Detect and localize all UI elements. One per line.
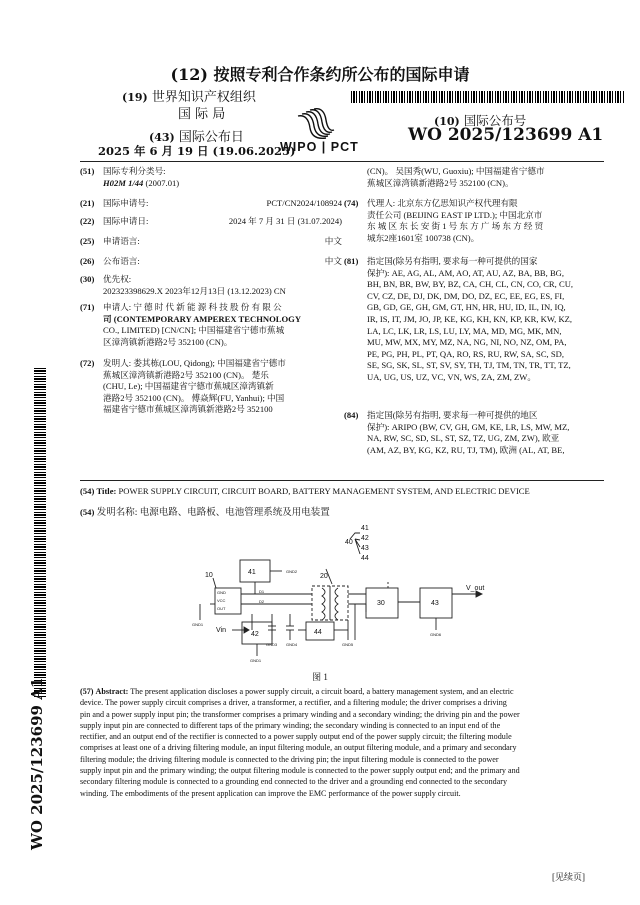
pubnum-label: 国际公布号 bbox=[463, 113, 527, 128]
label-41-bracket: 41 bbox=[361, 525, 369, 532]
field-label: 国际申请日: bbox=[103, 216, 149, 226]
states-line: (AM, AZ, BY, KG, KZ, RU, TJ, TM), 欧洲 (AL, AT, BE, bbox=[367, 444, 565, 455]
agent-block bbox=[367, 198, 543, 244]
abstract-line: supply input pin are connected to different taps of the primary winding; the secondary winding is connected to an input end of the bbox=[80, 720, 501, 730]
states-line: LA, LC, LK, LR, LS, LU, LY, MA, MD, MG, MK, MN, bbox=[367, 325, 562, 336]
states-line: IR, IS, IT, JM, JO, JP, KE, KG, KH, KN, KP, KR, KW, KZ, bbox=[367, 313, 573, 324]
states-line: SE, SG, SK, SL, ST, SV, SY, TH, TJ, TM, TN, TR, TT, TZ, bbox=[367, 360, 571, 371]
inventor-line: 发明人: 娄其栋(LOU, Qidong); 中国福建省宁德市 bbox=[103, 358, 286, 368]
abstract-line: filtering module; the driving filtering module is connected to the driving pin; the input filtering module is connected to the power bbox=[80, 754, 499, 764]
field-26 bbox=[80, 256, 342, 274]
field-22 bbox=[80, 216, 342, 236]
inventor-line: (CN)。 吴国秀(WU, Guoxiu); 中国福建省宁德市 bbox=[367, 166, 545, 176]
title-value: POWER SUPPLY CIRCUIT, CIRCUIT BOARD, BATTERY MANAGEMENT SYSTEM, AND ELECTRIC DEVICE bbox=[118, 486, 530, 496]
field-code: (26) bbox=[80, 256, 95, 266]
label-40: 40 bbox=[345, 539, 353, 546]
field-label: 优先权: bbox=[103, 274, 132, 284]
states-line: BH, BN, BR, BW, BY, BZ, CA, CH, CL, CN, CO, CR, CU, bbox=[367, 279, 574, 290]
leader-10 bbox=[213, 578, 216, 588]
field-code: (71) bbox=[80, 302, 95, 312]
field-label: 国际申请号: bbox=[103, 198, 149, 208]
label-20: 20 bbox=[320, 573, 328, 580]
inventor-continued bbox=[344, 166, 606, 198]
title-value: 电源电路、电路板、电池管理系统及用电装置 bbox=[139, 508, 330, 518]
states-line: 指定国(除另有指明, 要求每一种可提供的地区 bbox=[367, 410, 538, 420]
org-name: 世界知识产权组织 bbox=[151, 90, 256, 105]
gnd5-label: GND5 bbox=[342, 642, 354, 647]
label-42: 42 bbox=[251, 631, 259, 638]
label-10: 10 bbox=[205, 572, 213, 579]
field-21 bbox=[80, 198, 342, 216]
designated-states-national bbox=[367, 256, 573, 384]
field-label: 申请语言: bbox=[103, 236, 140, 246]
pubdate-value: 2025 年 6 月 19 日 (19.06.2025) bbox=[98, 144, 296, 158]
primary-winding bbox=[322, 588, 325, 620]
pubdate-label: 国际公布日 bbox=[178, 130, 244, 145]
applicant-line: 司 (CONTEMPORARY AMPEREX TECHNOLOGY bbox=[103, 313, 302, 324]
priority-data: 202323398629.X 2023年12月13日 (13.12.2023) CN bbox=[103, 286, 286, 296]
field-code: (21) bbox=[80, 198, 95, 208]
field-code: (81) bbox=[344, 256, 359, 266]
inventor-line: (CHU, Le); 中国福建省宁德市蕉城区漳湾镇新 bbox=[103, 381, 274, 392]
bureau: 国 际 局 bbox=[178, 107, 226, 122]
field-code: (74) bbox=[344, 198, 359, 208]
designated-states-regional bbox=[367, 410, 569, 456]
applicant-line: 申请人: 宁 德 时 代 新 能 源 科 技 股 份 有 限 公 bbox=[103, 302, 282, 312]
states-line: UA, UG, US, UZ, VC, VN, WS, ZA, ZM, ZW。 bbox=[367, 371, 537, 382]
label-vin: Vin bbox=[216, 627, 226, 634]
figure-caption: 图 1 bbox=[312, 672, 328, 682]
filing-language: 中文 bbox=[324, 236, 342, 246]
states-line: 指定国(除另有指明, 要求每一种可提供的国家 bbox=[367, 256, 538, 266]
field-code: (72) bbox=[80, 358, 95, 368]
title-chinese bbox=[80, 504, 330, 518]
inventor-block bbox=[103, 358, 343, 416]
document-title: (12) 按照专利合作条约所公布的国际申请 bbox=[170, 65, 470, 84]
applicant-line: 区漳湾镇新港路2号 352100 (CN)。 bbox=[103, 336, 233, 347]
application-number: PCT/CN2024/108924 bbox=[266, 198, 342, 208]
label-43: 43 bbox=[431, 600, 439, 607]
field-72 bbox=[80, 358, 342, 424]
inventor-line: 蕉城区漳湾镇新港路2号 352100 (CN)。 bbox=[367, 177, 514, 188]
label-44: 44 bbox=[314, 629, 322, 636]
inventor-line: 蕉城区漳湾镇新港路2号 352100 (CN)。 楚乐 bbox=[103, 369, 269, 380]
left-column bbox=[80, 166, 342, 424]
label-42-bracket: 42 bbox=[361, 535, 369, 542]
wipo-logo bbox=[280, 108, 366, 156]
abstract-line: supply input pin and the primary winding; the output filtering module is connected to the power supply output end; and the primary and bbox=[80, 766, 520, 776]
states-line: CV, CZ, DE, DJ, DK, DM, DO, DZ, EC, EE, EG, ES, FI, bbox=[367, 290, 565, 301]
gnd2-label: GND2 bbox=[286, 569, 298, 574]
abstract-line: comprises at least one of a driving filtering module, an input filtering module, an output filtering module, and a primary and secondary bbox=[80, 743, 517, 753]
abstract-line: rectifier, and an output end of the rectifier is connected to a power supply output end of the power supply circuit; the filtering module bbox=[80, 732, 512, 742]
field-74 bbox=[344, 198, 606, 256]
field-81 bbox=[344, 256, 606, 410]
right-column bbox=[344, 166, 606, 460]
header-rule bbox=[80, 161, 604, 162]
states-line: GB, GD, GE, GH, GM, GT, HN, HR, HU, ID, IL, IN, IQ, bbox=[367, 302, 566, 313]
gnd6-label: GND6 bbox=[430, 632, 442, 637]
field-84 bbox=[344, 410, 606, 460]
abstract-line: pin and a power supply input pin; the transformer comprises a primary winding and a secondary winding; the driving pin and the power bbox=[80, 709, 520, 719]
field-label: Abstract: bbox=[95, 687, 129, 696]
field-51 bbox=[80, 166, 342, 190]
label-44-bracket: 44 bbox=[361, 555, 369, 562]
states-line: 保护): AE, AG, AL, AM, AO, AT, AU, AZ, BA, BB, BG, bbox=[367, 267, 565, 278]
filing-date: 2024 年 7 月 31 日 (31.07.2024) bbox=[228, 216, 342, 226]
pubnum-code: (10) bbox=[434, 115, 460, 128]
states-line: 保护): ARIPO (BW, CV, GH, GM, KE, LR, LS, MW, MZ, bbox=[367, 421, 570, 432]
field-label: 国际专利分类号: bbox=[103, 166, 166, 176]
field-code: (25) bbox=[80, 236, 95, 246]
field-code: (51) bbox=[80, 166, 95, 176]
pin-d2: D2 bbox=[259, 599, 265, 604]
field-code: (54) bbox=[80, 507, 95, 517]
pubdate-code: (43) bbox=[149, 131, 175, 144]
gnd4-label: GND4 bbox=[286, 642, 298, 647]
circuit-diagram bbox=[180, 522, 500, 682]
ipc-code: H02M 1/44 bbox=[103, 178, 144, 188]
title-english bbox=[80, 486, 530, 496]
field-label: 发明名称: bbox=[96, 508, 138, 518]
gnd3-label: GND3 bbox=[266, 642, 278, 647]
label-vout: V_out bbox=[466, 585, 485, 592]
inventor-line: 福建省宁德市蕉城区漳湾镇新港路2号 352100 bbox=[103, 404, 273, 415]
agent-line: 城东2座1601室 100738 (CN)。 bbox=[367, 232, 480, 243]
wipo-logo-text: WIPO | PCT bbox=[280, 140, 359, 154]
agent-line: 责任公司 (BEIJING EAST IP LTD.); 中国北京市 bbox=[367, 209, 543, 220]
label-30: 30 bbox=[377, 600, 385, 607]
abstract-line: device. The power supply circuit comprises a driver, a transformer, a rectifier, and a filtering module; the driver comprises a driving bbox=[80, 698, 507, 708]
inventor-line: 港路2号 352100 (CN)。 傅焱辉(FU, Yanhui); 中国 bbox=[103, 392, 285, 403]
field-code: (30) bbox=[80, 274, 95, 284]
agent-line: 东 城 区 东 长 安 街 1 号 东 方 广 场 东 方 经 贸 bbox=[367, 221, 544, 232]
pin-vcc: VCC bbox=[217, 598, 226, 603]
abstract-line: The present application discloses a power supply circuit, a circuit board, a battery management system, and an electric bbox=[130, 687, 514, 696]
pin-out: OUT bbox=[217, 606, 226, 611]
gnd1-label: GND1 bbox=[192, 622, 204, 627]
abstract-line: winding. The embodiments of the present application can improve the EMC performance of the power supply circuit. bbox=[80, 788, 461, 798]
publication-language: 中文 bbox=[324, 256, 342, 266]
pin-gnd: GND bbox=[217, 590, 226, 595]
applicant-block bbox=[103, 302, 343, 348]
secondary-winding bbox=[335, 588, 338, 620]
title-rule bbox=[80, 480, 604, 481]
field-code: (57) bbox=[80, 687, 94, 696]
abstract-line: secondary filtering module is connected to a grounding end connected to the driver and a grounding end connected to the secondary bbox=[80, 777, 508, 787]
applicant-line: CO., LIMITED) [CN/CN]; 中国福建省宁德市蕉城 bbox=[103, 325, 285, 336]
pubnum-value: WO 2025/123699 A1 bbox=[408, 125, 604, 145]
gnd1b-label: GND1 bbox=[250, 658, 262, 663]
field-30 bbox=[80, 274, 342, 302]
abstract bbox=[80, 686, 604, 799]
label-41: 41 bbox=[248, 569, 256, 576]
side-barcode bbox=[34, 368, 46, 698]
label-43-bracket: 43 bbox=[361, 545, 369, 552]
field-code: (54) bbox=[80, 486, 95, 496]
field-code: (84) bbox=[344, 410, 359, 420]
states-line: NA, RW, SC, SD, SL, ST, SZ, TZ, UG, ZM, ZW), 欧亚 bbox=[367, 433, 560, 444]
field-label: Title: bbox=[96, 486, 117, 496]
states-line: PE, PG, PH, PL, PT, QA, RO, RS, RU, RW, SA, SC, SD, bbox=[367, 348, 564, 359]
ipc-date: (2007.01) bbox=[143, 178, 180, 188]
agent-line: 代理人: 北京东方亿思知识产权代理有限 bbox=[367, 198, 518, 208]
field-25 bbox=[80, 236, 342, 256]
pin-d1: D1 bbox=[259, 589, 265, 594]
field-code: (22) bbox=[80, 216, 95, 226]
side-pubnum: WO 2025/123699 A1 bbox=[28, 677, 46, 850]
continuation-note: [见续页] bbox=[552, 872, 585, 882]
states-line: MU, MW, MX, MY, MZ, NA, NG, NI, NO, NZ, OM, PA, bbox=[367, 337, 567, 348]
org-code: (19) bbox=[122, 91, 148, 104]
field-71 bbox=[80, 302, 342, 358]
top-barcode bbox=[351, 91, 624, 103]
field-label: 公布语言: bbox=[103, 256, 140, 266]
